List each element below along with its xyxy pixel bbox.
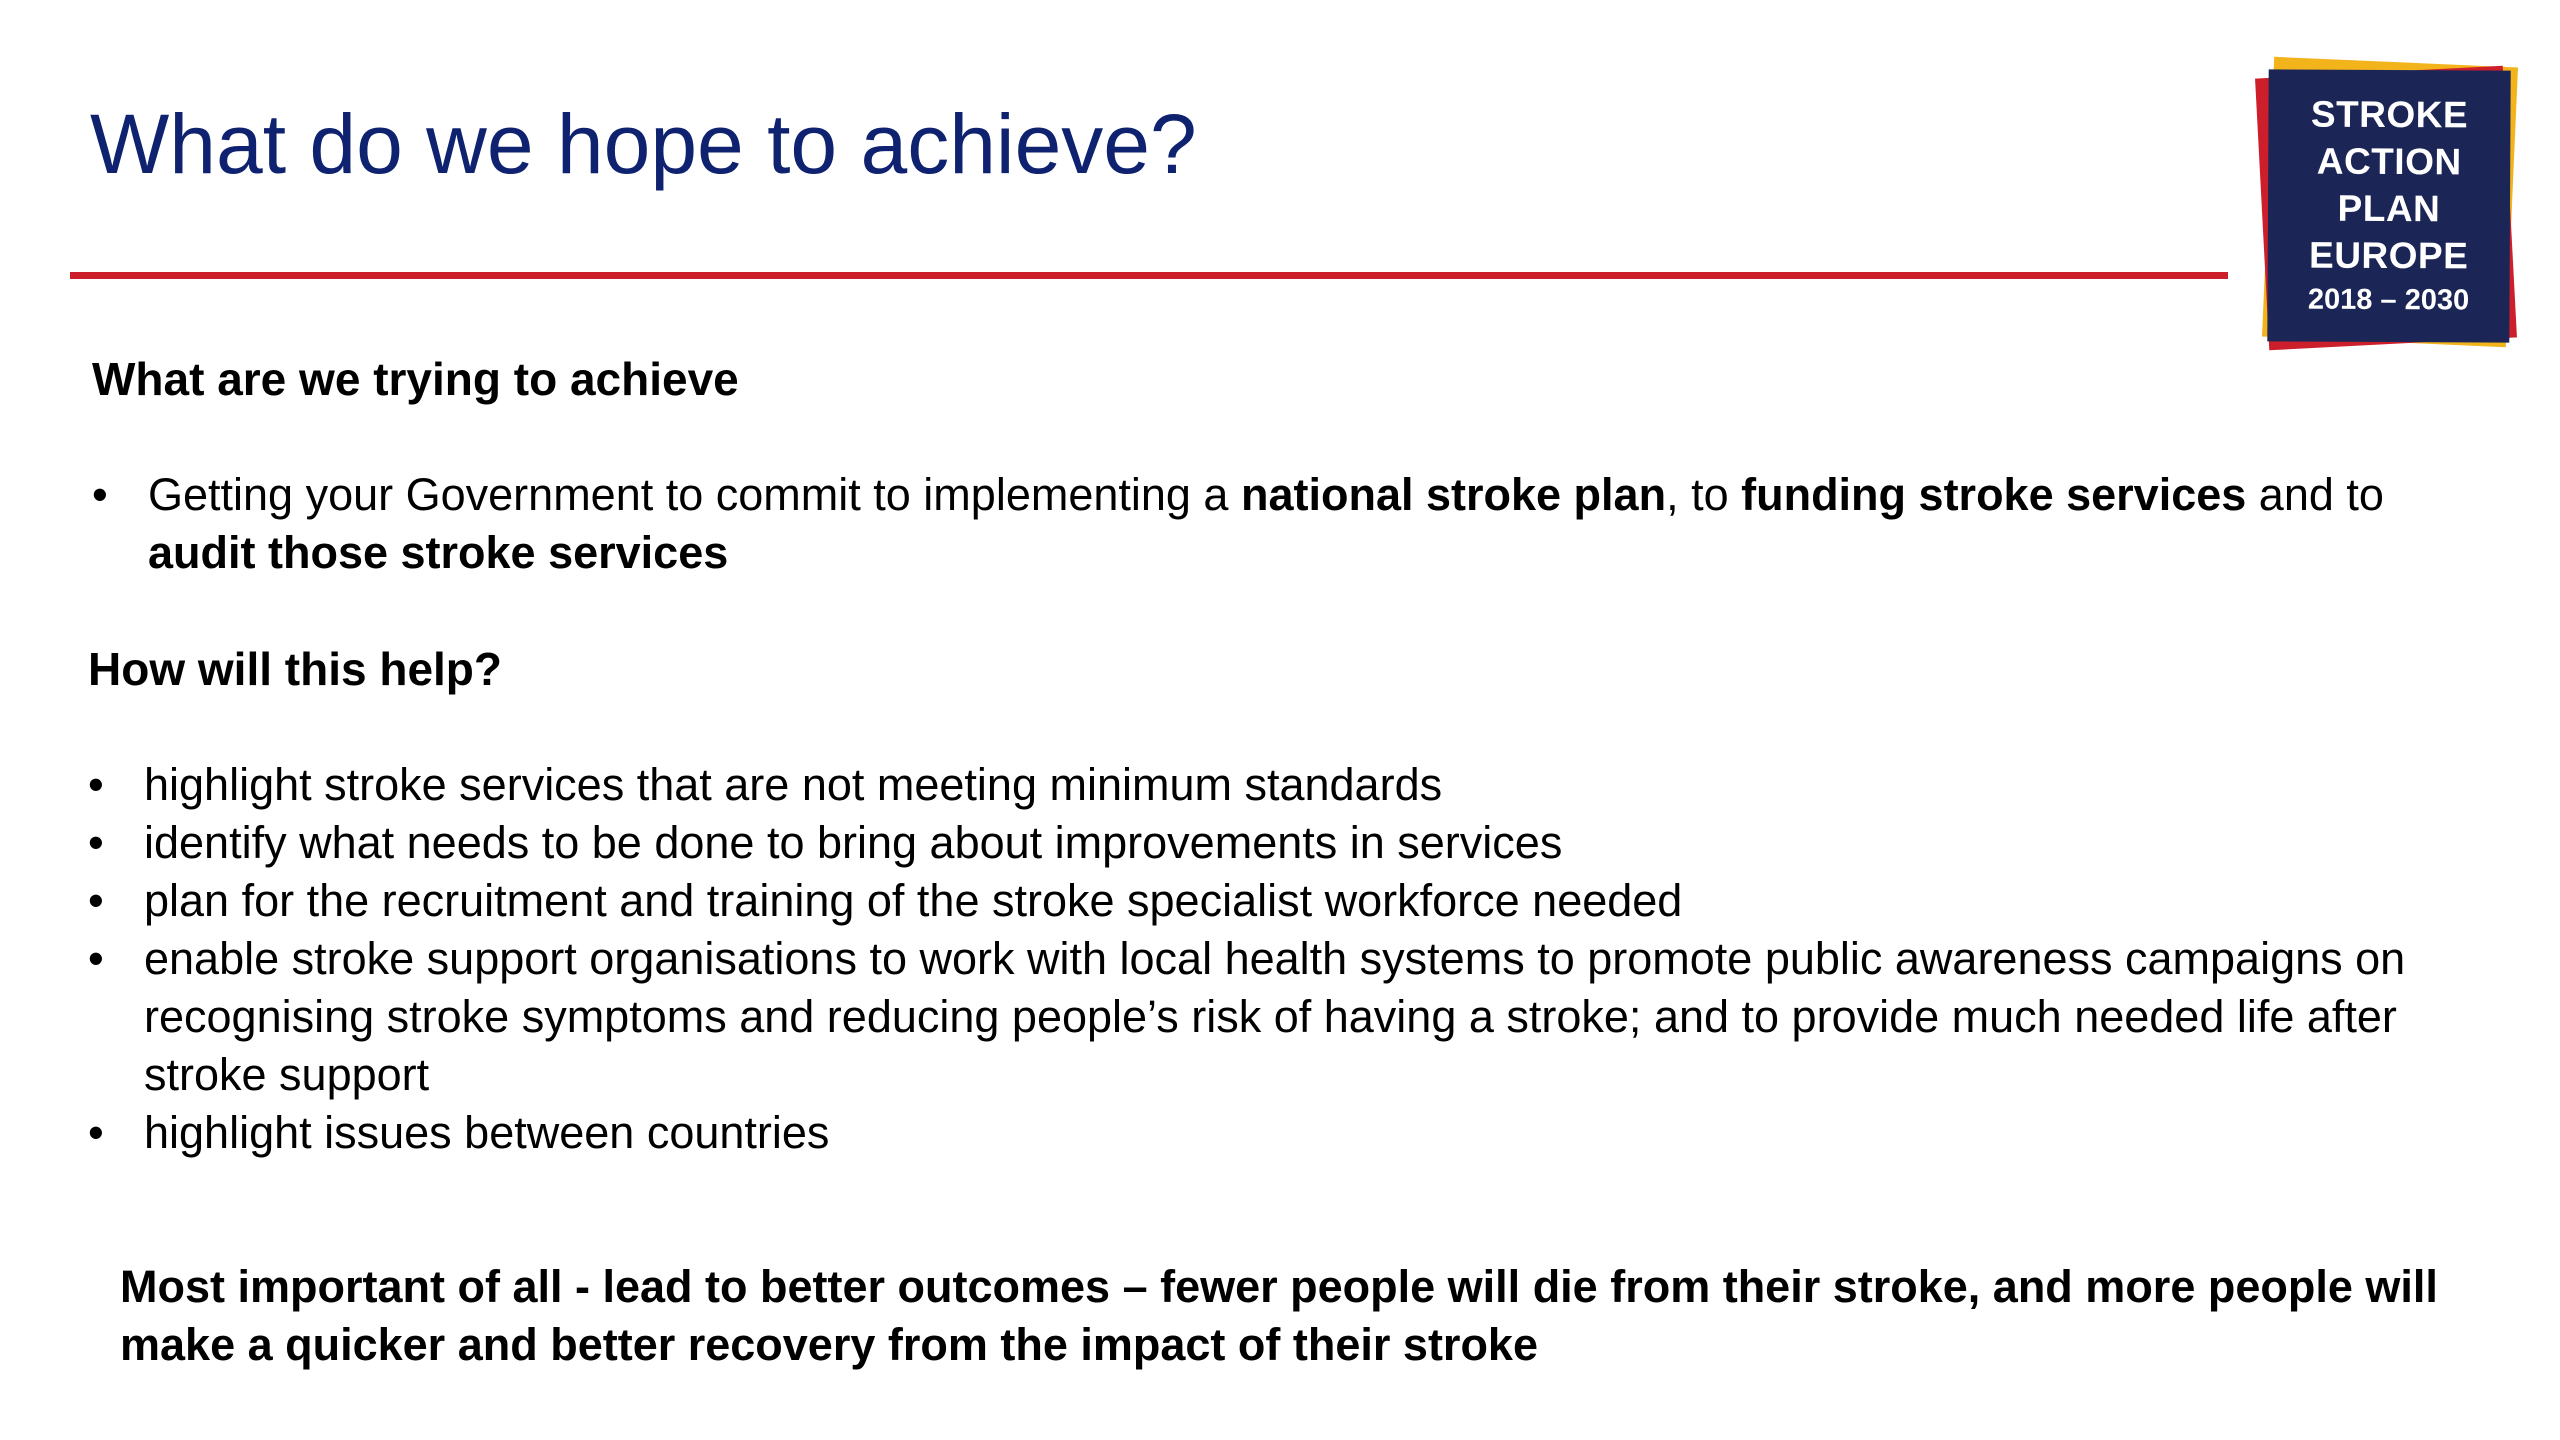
list-item xyxy=(92,466,2472,582)
help-item-text: highlight stroke services that are not meeting minimum standards xyxy=(144,759,1443,810)
achieve-text-part1: Getting your Government to commit to implementing a xyxy=(148,469,1241,520)
logo-line-action: ACTION xyxy=(2316,140,2462,183)
list-item xyxy=(88,814,2418,872)
achieve-text-part2: , to xyxy=(1666,469,1742,520)
help-item-text: plan for the recruitment and training of the stroke specialist workforce needed xyxy=(144,875,1683,926)
logo-line-europe: EUROPE xyxy=(2308,234,2469,277)
logo-line-plan: PLAN xyxy=(2337,187,2441,230)
list-item xyxy=(88,872,2418,930)
help-item-text: highlight issues between countries xyxy=(144,1107,830,1158)
achieve-bold-audit: audit those stroke services xyxy=(148,527,729,578)
slide-title: What do we hope to achieve? xyxy=(90,97,1197,191)
bullet-icon: • xyxy=(88,759,104,810)
bullet-icon: • xyxy=(88,933,104,984)
section-heading-achieve: What are we trying to achieve xyxy=(92,353,739,405)
help-item-text: identify what needs to be done to bring about improvements in services xyxy=(144,817,1563,868)
help-item-text: enable stroke support organisations to work with local health systems to promote public awareness campaigns on recognising stroke symptoms and reducing people’s risk of having a stroke; and to provide much needed life after stroke support xyxy=(144,933,2406,1100)
bullet-icon: • xyxy=(88,875,104,926)
achieve-list xyxy=(92,466,2472,582)
help-list xyxy=(88,756,2418,1162)
section-heading-help: How will this help? xyxy=(88,643,502,695)
achieve-text-part3: and to xyxy=(2246,469,2384,520)
bullet-icon: • xyxy=(88,1107,104,1158)
achieve-bold-funding: funding stroke services xyxy=(1741,469,2247,520)
logo-years: 2018 – 2030 xyxy=(2307,283,2470,317)
achieve-bold-national-plan: national stroke plan xyxy=(1240,469,1667,520)
logo-line-stroke: STROKE xyxy=(2310,93,2469,136)
closing-statement: Most important of all - lead to better outcomes – fewer people will die from their stroke, and more people will make a quicker and better recovery from the impact of their stroke xyxy=(120,1261,2438,1370)
bullet-icon: • xyxy=(88,817,104,868)
list-item xyxy=(88,1104,2418,1162)
list-item xyxy=(88,930,2418,1104)
list-item xyxy=(88,756,2418,814)
bullet-icon: • xyxy=(92,469,108,520)
